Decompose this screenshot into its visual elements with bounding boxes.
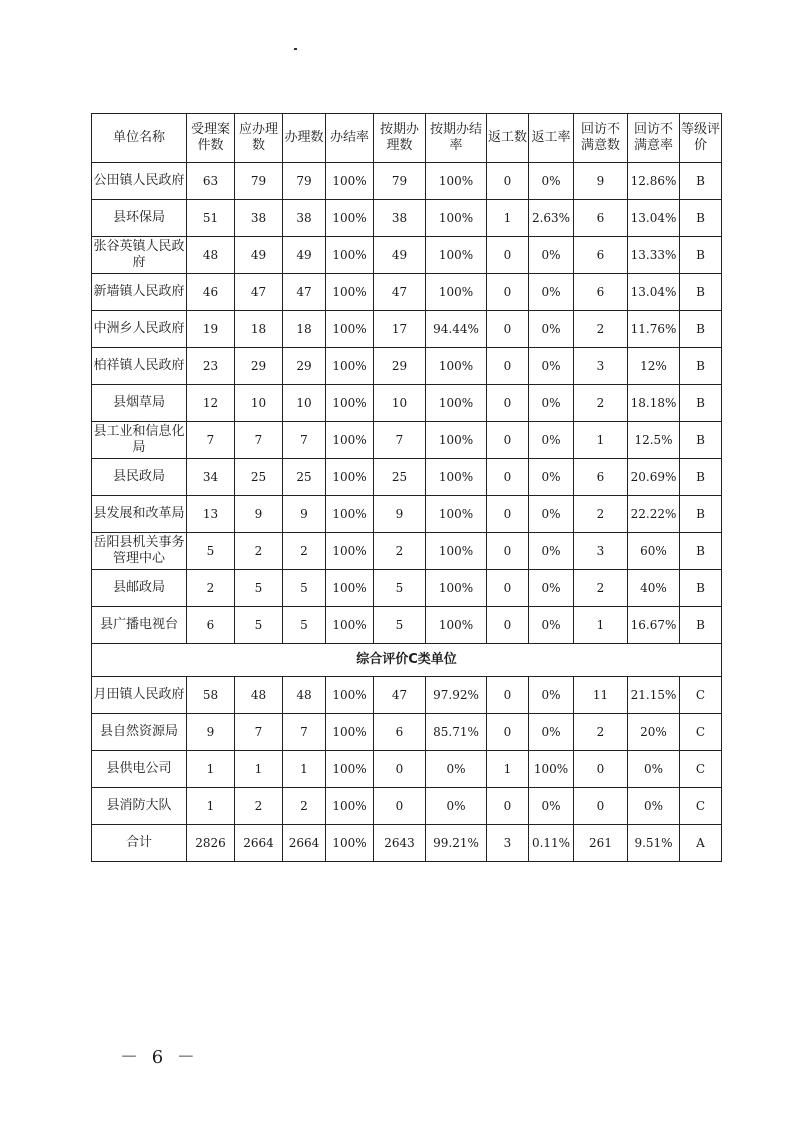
total-rows	[92, 825, 722, 862]
table-cell: 0%	[426, 788, 487, 825]
table-row	[92, 200, 722, 237]
header-cell: 返工率	[529, 114, 574, 163]
unit-name-cell: 县广播电视台	[92, 607, 187, 644]
unit-name-cell: 县烟草局	[92, 385, 187, 422]
table-cell: 2664	[283, 825, 326, 862]
table-cell: 5	[283, 570, 326, 607]
table-cell: 0%	[529, 459, 574, 496]
unit-name-cell: 中洲乡人民政府	[92, 311, 187, 348]
table-cell: 6	[187, 607, 235, 644]
table-cell: 11	[574, 677, 628, 714]
table-cell: 48	[283, 677, 326, 714]
table-row	[92, 385, 722, 422]
header-cell: 等级评价	[680, 114, 722, 163]
table-cell: 6	[574, 237, 628, 274]
section-row	[92, 644, 722, 677]
table-cell: 17	[374, 311, 426, 348]
table-cell: 49	[283, 237, 326, 274]
table-cell: 18	[235, 311, 283, 348]
table-cell: 0%	[529, 348, 574, 385]
table-cell: 100%	[426, 422, 487, 459]
table-cell: 100%	[326, 825, 374, 862]
table-row	[92, 459, 722, 496]
table-cell: 2	[235, 533, 283, 570]
table-cell: 7	[187, 422, 235, 459]
table-cell: 0%	[529, 714, 574, 751]
table-cell: 34	[187, 459, 235, 496]
table-cell: 100%	[426, 533, 487, 570]
table-cell: 13.04%	[628, 274, 680, 311]
table-cell: 48	[187, 237, 235, 274]
table-cell: 48	[235, 677, 283, 714]
table-cell: 0	[487, 607, 529, 644]
table-cell: 100%	[326, 533, 374, 570]
table-cell: 49	[374, 237, 426, 274]
table-cell: 22.22%	[628, 496, 680, 533]
table-cell: 100%	[326, 163, 374, 200]
unit-name-cell: 县自然资源局	[92, 714, 187, 751]
table-cell: B	[680, 163, 722, 200]
table-cell: 1	[487, 200, 529, 237]
table-cell: C	[680, 751, 722, 788]
table-cell: 29	[283, 348, 326, 385]
unit-name-cell: 县供电公司	[92, 751, 187, 788]
header-cell: 应办理数	[235, 114, 283, 163]
table-cell: A	[680, 825, 722, 862]
total-row	[92, 825, 722, 862]
table-cell: 2	[574, 570, 628, 607]
table-cell: 0%	[426, 751, 487, 788]
table-cell: 2643	[374, 825, 426, 862]
table-cell: 2	[574, 714, 628, 751]
table-cell: 2	[574, 311, 628, 348]
table-cell: 10	[374, 385, 426, 422]
table-cell: 25	[374, 459, 426, 496]
table-cell: 23	[187, 348, 235, 385]
table-cell: 0%	[529, 385, 574, 422]
table-cell: 0	[487, 570, 529, 607]
table-cell: 0%	[529, 533, 574, 570]
table-cell: 38	[283, 200, 326, 237]
table-cell: 0	[487, 788, 529, 825]
table-cell: 60%	[628, 533, 680, 570]
table-cell: 5	[283, 607, 326, 644]
table-cell: 16.67%	[628, 607, 680, 644]
table-cell: 6	[574, 200, 628, 237]
unit-name-cell: 合计	[92, 825, 187, 862]
table-cell: C	[680, 714, 722, 751]
table-cell: 25	[235, 459, 283, 496]
table-cell: 261	[574, 825, 628, 862]
table-cell: C	[680, 788, 722, 825]
table-cell: 100%	[326, 274, 374, 311]
table-cell: 63	[187, 163, 235, 200]
table-cell: 2.63%	[529, 200, 574, 237]
table-cell: 12%	[628, 348, 680, 385]
table-cell: 0%	[628, 751, 680, 788]
table-row	[92, 237, 722, 274]
table-cell: 100%	[326, 607, 374, 644]
table-cell: 9.51%	[628, 825, 680, 862]
table-cell: B	[680, 274, 722, 311]
table-cell: 19	[187, 311, 235, 348]
unit-name-cell: 县民政局	[92, 459, 187, 496]
table-cell: 5	[374, 607, 426, 644]
table-cell: 100%	[426, 459, 487, 496]
unit-name-cell: 县消防大队	[92, 788, 187, 825]
table-cell: 1	[283, 751, 326, 788]
table-cell: 9	[235, 496, 283, 533]
unit-name-cell: 月田镇人民政府	[92, 677, 187, 714]
table-cell: B	[680, 200, 722, 237]
table-cell: 10	[283, 385, 326, 422]
table-cell: 38	[235, 200, 283, 237]
table-cell: 3	[574, 348, 628, 385]
table-cell: 79	[374, 163, 426, 200]
table-cell: 5	[374, 570, 426, 607]
table-cell: 2	[283, 533, 326, 570]
table-cell: 0%	[628, 788, 680, 825]
table-cell: 6	[374, 714, 426, 751]
table-cell: B	[680, 607, 722, 644]
table-cell: 0%	[529, 788, 574, 825]
table-cell: 47	[374, 274, 426, 311]
header-row	[92, 114, 722, 163]
table-cell: 100%	[326, 714, 374, 751]
table-cell: 100%	[326, 200, 374, 237]
table-cell: 7	[235, 422, 283, 459]
table-cell: 29	[374, 348, 426, 385]
unit-name-cell: 县环保局	[92, 200, 187, 237]
table-cell: 100%	[426, 163, 487, 200]
table-cell: 18	[283, 311, 326, 348]
unit-name-cell: 新墙镇人民政府	[92, 274, 187, 311]
table-cell: 0	[487, 677, 529, 714]
table-cell: 2	[187, 570, 235, 607]
table-row	[92, 422, 722, 459]
table-cell: 0	[374, 751, 426, 788]
table-cell: 2826	[187, 825, 235, 862]
table-cell: 100%	[326, 237, 374, 274]
table-cell: 100%	[326, 459, 374, 496]
evaluation-table	[91, 113, 722, 862]
unit-name-cell: 张谷英镇人民政府	[92, 237, 187, 274]
table-cell: 11.76%	[628, 311, 680, 348]
table-cell: 7	[283, 422, 326, 459]
table-cell: 21.15%	[628, 677, 680, 714]
table-cell: 0	[374, 788, 426, 825]
table-cell: 6	[574, 459, 628, 496]
table-cell: 100%	[426, 385, 487, 422]
unit-name-cell: 柏祥镇人民政府	[92, 348, 187, 385]
table-cell: 100%	[326, 570, 374, 607]
section-title: 综合评价C类单位	[92, 644, 722, 677]
table-row	[92, 496, 722, 533]
table-cell: 100%	[326, 348, 374, 385]
table-cell: 85.71%	[426, 714, 487, 751]
table-cell: 0%	[529, 274, 574, 311]
table-cell: 13.04%	[628, 200, 680, 237]
header-cell: 办理数	[283, 114, 326, 163]
unit-name-cell: 县发展和改革局	[92, 496, 187, 533]
table-cell: 3	[574, 533, 628, 570]
table-cell: 51	[187, 200, 235, 237]
table-cell: 2	[283, 788, 326, 825]
table-cell: 100%	[426, 200, 487, 237]
header-cell: 回访不满意数	[574, 114, 628, 163]
table-cell: 0	[487, 274, 529, 311]
table-cell: 0%	[529, 570, 574, 607]
table-cell: 1	[187, 788, 235, 825]
table-cell: 3	[487, 825, 529, 862]
table-cell: 1	[487, 751, 529, 788]
table-cell: 7	[283, 714, 326, 751]
table-cell: 5	[235, 607, 283, 644]
table-cell: 2	[374, 533, 426, 570]
table-cell: 0%	[529, 311, 574, 348]
table-cell: 100%	[326, 496, 374, 533]
table-cell: 1	[235, 751, 283, 788]
table-cell: 100%	[426, 274, 487, 311]
table-cell: 99.21%	[426, 825, 487, 862]
table-cell: 40%	[628, 570, 680, 607]
table-cell: 0	[487, 533, 529, 570]
table-cell: 0	[487, 348, 529, 385]
table-cell: 0%	[529, 237, 574, 274]
table-cell: B	[680, 237, 722, 274]
table-cell: 20%	[628, 714, 680, 751]
table-cell: 97.92%	[426, 677, 487, 714]
table-cell: 9	[374, 496, 426, 533]
table-cell: 100%	[426, 607, 487, 644]
table-cell: 6	[574, 274, 628, 311]
table-row	[92, 311, 722, 348]
table-cell: 0	[574, 788, 628, 825]
table-cell: 0	[487, 459, 529, 496]
unit-name-cell: 公田镇人民政府	[92, 163, 187, 200]
table-cell: 0	[487, 714, 529, 751]
table-row	[92, 274, 722, 311]
header-cell: 按期办结率	[426, 114, 487, 163]
unit-name-cell: 县邮政局	[92, 570, 187, 607]
table-cell: 25	[283, 459, 326, 496]
table-cell: C	[680, 677, 722, 714]
table-cell: 9	[187, 714, 235, 751]
table-cell: 20.69%	[628, 459, 680, 496]
table-cell: 12	[187, 385, 235, 422]
table-cell: 0%	[529, 677, 574, 714]
table-cell: B	[680, 533, 722, 570]
table-cell: 58	[187, 677, 235, 714]
table-cell: 100%	[326, 385, 374, 422]
table-cell: B	[680, 496, 722, 533]
table-cell: 29	[235, 348, 283, 385]
table-cell: 1	[187, 751, 235, 788]
table-cell: B	[680, 385, 722, 422]
table-cell: B	[680, 348, 722, 385]
header-cell: 办结率	[326, 114, 374, 163]
table-cell: 79	[283, 163, 326, 200]
table-cell: 13.33%	[628, 237, 680, 274]
table-row	[92, 788, 722, 825]
header-cell: 受理案件数	[187, 114, 235, 163]
table-cell: 100%	[326, 788, 374, 825]
table-cell: 100%	[426, 348, 487, 385]
table-cell: 100%	[426, 237, 487, 274]
table-cell: 47	[374, 677, 426, 714]
table-cell: 9	[283, 496, 326, 533]
table-cell: 49	[235, 237, 283, 274]
table-cell: 13	[187, 496, 235, 533]
table-cell: 100%	[326, 751, 374, 788]
table-cell: 47	[283, 274, 326, 311]
page-number: － 6 －	[120, 1047, 199, 1068]
table-cell: 94.44%	[426, 311, 487, 348]
table-cell: B	[680, 570, 722, 607]
header-cell: 按期办理数	[374, 114, 426, 163]
table-cell: 5	[235, 570, 283, 607]
table-row	[92, 607, 722, 644]
table-cell: 1	[574, 422, 628, 459]
scan-mark	[294, 48, 297, 50]
header-cell: 单位名称	[92, 114, 187, 163]
table-cell: 0	[487, 311, 529, 348]
table-cell: 18.18%	[628, 385, 680, 422]
table-cell: 0	[487, 163, 529, 200]
table-cell: 0.11%	[529, 825, 574, 862]
table-cell: 7	[235, 714, 283, 751]
table-cell: 100%	[326, 422, 374, 459]
table-row	[92, 348, 722, 385]
table-cell: 0	[487, 422, 529, 459]
table-cell: 46	[187, 274, 235, 311]
table-cell: 0%	[529, 422, 574, 459]
table-cell: 2	[235, 788, 283, 825]
table-cell: B	[680, 422, 722, 459]
table-cell: 5	[187, 533, 235, 570]
table-cell: B	[680, 311, 722, 348]
table-row	[92, 714, 722, 751]
table-cell: 2	[574, 385, 628, 422]
table-cell: 100%	[426, 570, 487, 607]
table-cell: 100%	[326, 311, 374, 348]
table-cell: 0	[487, 385, 529, 422]
table-cell: 0	[487, 237, 529, 274]
table-cell: 0%	[529, 163, 574, 200]
table-row	[92, 570, 722, 607]
table-cell: 10	[235, 385, 283, 422]
table-cell: 47	[235, 274, 283, 311]
c-class-rows	[92, 677, 722, 825]
table-cell: 2664	[235, 825, 283, 862]
table-cell: 100%	[426, 496, 487, 533]
b-class-rows	[92, 163, 722, 644]
unit-name-cell: 县工业和信息化局	[92, 422, 187, 459]
table-cell: 0%	[529, 496, 574, 533]
c-class-section	[92, 644, 722, 677]
table-cell: 12.5%	[628, 422, 680, 459]
table-cell: 12.86%	[628, 163, 680, 200]
table-cell: 100%	[326, 677, 374, 714]
unit-name-cell: 岳阳县机关事务管理中心	[92, 533, 187, 570]
table-cell: 1	[574, 607, 628, 644]
table-cell: 0	[487, 496, 529, 533]
table-cell: 2	[574, 496, 628, 533]
table-cell: 100%	[529, 751, 574, 788]
table-cell: B	[680, 459, 722, 496]
table-row	[92, 163, 722, 200]
header-cell: 回访不满意率	[628, 114, 680, 163]
table-cell: 9	[574, 163, 628, 200]
table-cell: 0	[574, 751, 628, 788]
table-row	[92, 751, 722, 788]
header-cell: 返工数	[487, 114, 529, 163]
table-cell: 79	[235, 163, 283, 200]
table-row	[92, 533, 722, 570]
table-row	[92, 677, 722, 714]
table-cell: 0%	[529, 607, 574, 644]
table-cell: 7	[374, 422, 426, 459]
table-cell: 38	[374, 200, 426, 237]
